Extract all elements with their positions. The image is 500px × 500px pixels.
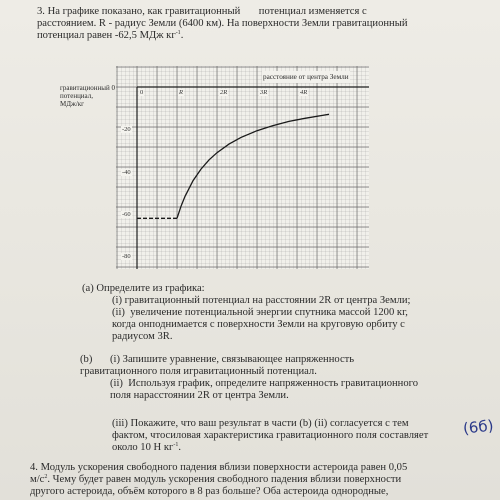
part-b: [80, 354, 418, 402]
part-b-iii-line: (iii) Покажите, что ваш результат в части (b) (ii) согласуется с тем: [112, 418, 409, 429]
part-a-ii-line: (ii) увеличение потенциальной энергии спутника массой 1200 кг,: [112, 307, 408, 318]
chart-grid: [116, 66, 369, 269]
question-3-number: 3.: [37, 6, 45, 17]
question-4-text: [30, 462, 407, 498]
part-b-iii-end: .: [178, 442, 181, 453]
part-b-iii-sup: -1: [173, 442, 179, 448]
x-tick-label: R: [179, 89, 183, 96]
part-a: [82, 283, 410, 343]
y-tick-label: -60: [122, 211, 131, 218]
y-axis-label-line-2: потенциал,: [60, 92, 93, 100]
y-tick-label: -40: [122, 169, 131, 176]
question-4-line-3: другого астероида, объём которого в 8 раз больше? Оба астероида однородные,: [30, 486, 389, 497]
x-tick-label: 2R: [220, 89, 228, 96]
part-b-iii-line: около 10 Н кг: [112, 442, 174, 453]
y-tick-label: -20: [122, 126, 131, 133]
part-a-ii-line: когда онподнимается с поверхности Земли на круговую орбиту с: [112, 319, 405, 330]
question-3-line-2: расстоянием. R - радиус Земли (6400 км). На поверхности Земли гравитационный: [37, 18, 408, 29]
question-4-line-2-rest: . Чему будет равен модуль ускорения свободного падения вблизи поверхности: [47, 474, 402, 485]
y-axis-label: [60, 84, 115, 108]
x-tick-label: 3R: [260, 89, 268, 96]
x-tick-label: 4R: [300, 89, 308, 96]
y-axis-label-line-1: гравитационный 0: [60, 84, 115, 92]
part-b-label: (b): [80, 354, 93, 365]
part-a-i: (i) гравитационный потенциал на расстоянии 2R от центра Земли;: [112, 295, 411, 306]
question-4-sup: 2: [44, 474, 48, 480]
part-a-ii-line: радиусом 3R.: [112, 331, 173, 342]
part-b-iii: [112, 418, 428, 454]
y-axis-label-line-3: МДж/кг: [60, 100, 85, 108]
x-tick-label: 0: [140, 89, 144, 96]
question-4-line-2-start: м/с: [30, 474, 45, 485]
part-b-iii-line: фактом, чтосиловая характеристика гравитационного поля составляет: [112, 430, 429, 441]
question-3-line-3: потенциал равен -62,5 МДж кг: [37, 30, 176, 41]
part-b-i-line: гравитационного поля игравитационный потенциал.: [80, 366, 317, 377]
question-3-line-3-end: .: [180, 30, 184, 41]
part-b-ii-line: (ii) Используя график, определите напряженность гравитационного: [110, 378, 419, 389]
question-4-line-1: 4. Модуль ускорения свободного падения вблизи поверхности астероида равен 0,05: [30, 462, 408, 473]
x-axis-label: расстояние от центра Земли: [263, 73, 349, 81]
y-tick-label: -80: [122, 253, 131, 260]
question-3-line-1: На графике показано, как гравитационный потенциал изменяется с: [47, 6, 367, 17]
handwritten-score-mark: (6б): [462, 416, 495, 438]
question-3-sup: -1: [175, 30, 181, 36]
part-b-ii-line: поля нарасстоянии 2R от центра Земли.: [110, 390, 289, 401]
part-a-intro: (a) Определите из графика:: [82, 283, 205, 294]
part-b-i-line: (i) Запишите уравнение, связывающее напряженность: [110, 354, 355, 365]
